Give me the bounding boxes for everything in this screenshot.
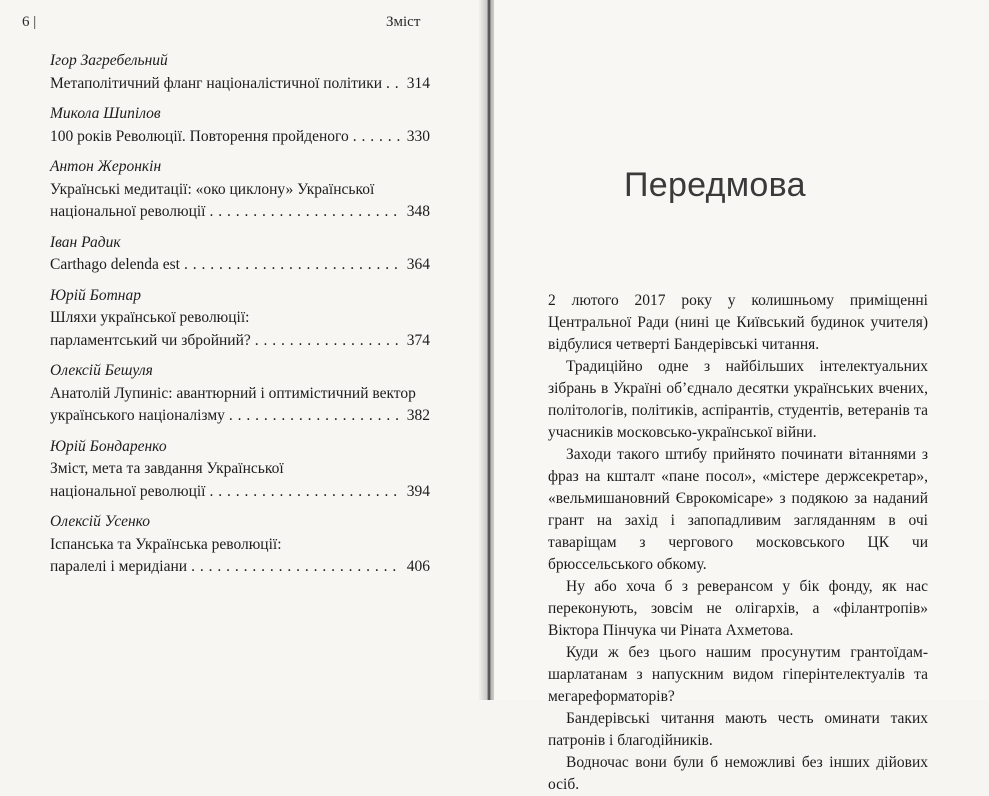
toc-entry	[50, 232, 430, 277]
table-of-contents	[50, 50, 430, 587]
toc-title-line	[50, 481, 430, 504]
toc-page-number: 364	[406, 256, 430, 273]
toc-author: Юрій Ботнар	[50, 286, 141, 304]
toc-title-line: Анатолій Лупиніс: авантюрний і оптимістичний вектор	[50, 384, 416, 402]
paragraph: Водночас вони були б неможливі без інших дійових осіб.	[548, 754, 928, 793]
paragraph: Традиційно одне з найбільших інтелектуальних зібрань в Україні об’єднало десятки українських вчених, політологів, політиків, аспірантів, студентів, ветеранів та учасників московсько-української війни.	[548, 358, 928, 441]
toc-title-line	[50, 330, 430, 353]
toc-page-number: 406	[406, 558, 430, 575]
toc-page-number: 382	[406, 407, 430, 424]
left-page	[0, 0, 488, 700]
toc-title: 100 років Революції. Повторення пройденого	[50, 127, 349, 145]
toc-page-number: 374	[406, 331, 430, 349]
toc-entry	[50, 436, 430, 504]
dot-leader	[255, 330, 400, 353]
toc-title: Метаполітичний фланг націоналістичної політики	[50, 74, 383, 92]
toc-author: Микола Шипілов	[50, 105, 161, 122]
toc-title-line: Шляхи української революції:	[50, 309, 250, 326]
toc-author: Олексій Бешуля	[50, 362, 153, 379]
toc-entry	[50, 360, 430, 428]
toc-title-line	[50, 73, 430, 96]
toc-title-line	[50, 405, 430, 428]
page-number: 6 |	[22, 14, 37, 30]
toc-entry	[50, 103, 430, 148]
dot-leader	[353, 126, 400, 149]
toc-author: Ігор Загребельний	[50, 52, 168, 69]
dot-leader	[229, 405, 400, 428]
toc-entry	[50, 285, 430, 353]
toc-author: Юрій Бондаренко	[50, 437, 167, 455]
dot-leader	[386, 73, 400, 96]
toc-page-number: 330	[406, 127, 430, 145]
dot-leader	[191, 556, 400, 579]
toc-page-number: 348	[406, 203, 430, 220]
paragraph: Ну або хоча б з реверансом у бік фонду, як нас переконують, зовсім не олігархів, а «філантропів» Віктора Пінчука чи Ріната Ахметова.	[548, 578, 928, 639]
toc-page-number: 314	[406, 74, 430, 92]
paragraph: Заходи такого штибу прийнято починати вітаннями з фраз на кшталт «пане посол», «містере держсекретар», «вельмишановний Єврокомісаре» з подякою за наданий грант на захід і запопадливим загляданням в очі таваріщам з чергового московського ЦК чи брюссельського обкому.	[548, 446, 928, 573]
toc-title-line: Іспанська та Українська революції:	[50, 535, 282, 553]
toc-title-line	[50, 126, 430, 149]
toc-title-line: Зміст, мета та завдання Української	[50, 460, 284, 477]
toc-title: паралелі і меридіани	[50, 558, 188, 575]
dot-leader	[209, 481, 400, 504]
toc-author: Олексій Усенко	[50, 513, 151, 530]
toc-title-line	[50, 556, 430, 579]
toc-title: національної революції	[50, 482, 206, 500]
section-heading: Передмова	[624, 166, 806, 204]
dot-leader	[184, 254, 400, 277]
dot-leader	[209, 201, 400, 224]
toc-entry	[50, 511, 430, 579]
paragraph: Бандерівські читання мають честь оминати таких патронів і благодійників.	[548, 710, 928, 749]
toc-title: національної революції	[50, 203, 206, 220]
preface-text	[548, 290, 928, 796]
toc-title: українського націоналізму	[50, 407, 225, 424]
toc-entry	[50, 156, 430, 224]
paragraph: Куди ж без цього нашим просунутим грантоїдам-шарлатанам з напускним видом гіперінтелектуалів та мегареформаторів?	[548, 644, 928, 705]
toc-page-number: 394	[406, 482, 430, 500]
paragraph: 2 лютого 2017 року у колишньому приміщенні Центральної Ради (нині це Київський будинок учителя) відбулися четверті Бандерівські читання.	[548, 292, 928, 353]
toc-title-line: Українські медитації: «око циклону» Української	[50, 180, 375, 198]
toc-title: Carthago delenda est	[50, 256, 180, 273]
toc-author: Іван Радик	[50, 233, 121, 251]
toc-entry	[50, 50, 430, 95]
toc-author: Антон Жеронкін	[50, 158, 162, 175]
toc-title: парламентський чи збройний?	[50, 331, 251, 349]
running-title: Зміст	[386, 14, 421, 30]
toc-title-line	[50, 254, 430, 277]
toc-title-line	[50, 201, 430, 224]
